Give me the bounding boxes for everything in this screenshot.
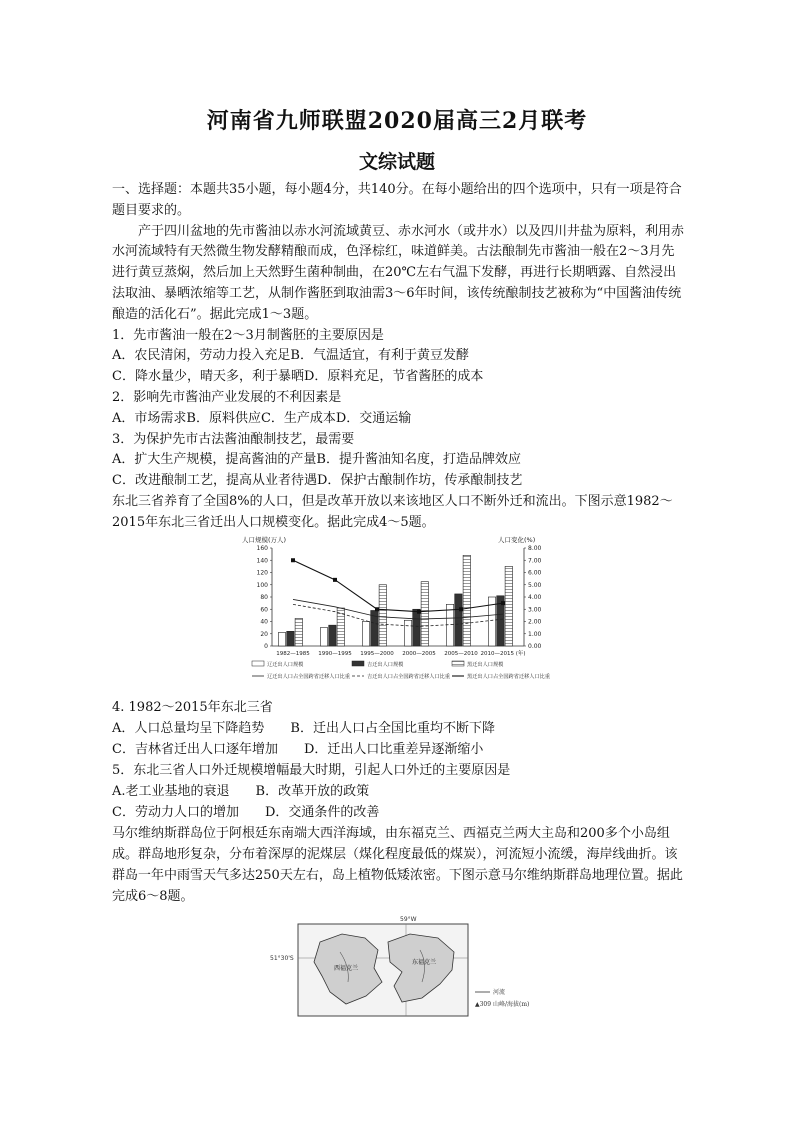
question-3-options-ab: A．扩大生产规模，提高酱油的产量B．提升酱油知名度，打造品牌效应 xyxy=(112,452,521,468)
legend-label: 辽迁出人口规模 xyxy=(267,662,304,668)
x-tick-label: 1982—1985 xyxy=(276,651,310,657)
ylabel-left: 人口规模(万人) xyxy=(242,536,287,544)
legend-swatch xyxy=(252,661,264,666)
passage-1: 产于四川盆地的先市酱油以赤水河流域黄豆、赤水河水（或井水）以及四川井盐为原料，利用赤水河流域特有天然微生物发酵精酿而成，色泽棕红，味道鲜美。古法酿制先市酱油一般在2～3月先进行黄豆蒸焖，然后加上天然野生菌种制曲，在20℃左右气温下发酵，再进行长期晒露、自然浸出法取油、暴晒浓缩等工艺，从制作酱胚到取油需3～6年时间，该传统酿制技艺被称为“中国酱油传统酿造的活化石”。据此完成1～3题。 xyxy=(112,223,685,322)
question-2-options: A．市场需求B．原料供应C．生产成本D．交通运输 xyxy=(112,410,412,426)
map-lat-label: 51°30'S xyxy=(270,955,294,962)
point-heilongjiang-share xyxy=(501,601,505,605)
bar-heilongjiang xyxy=(421,582,428,646)
tick-label-right: 2.00 xyxy=(528,618,542,626)
question-5-options-ab xyxy=(112,781,687,802)
point-heilongjiang-share xyxy=(375,607,379,611)
ylabel-right: 人口变化(%) xyxy=(498,536,536,544)
tick-label-right: 1.00 xyxy=(528,630,542,638)
x-tick-label: 2010—2015 (年) xyxy=(480,651,526,657)
bar-jilin xyxy=(329,625,336,646)
question-4-options-cd xyxy=(112,739,687,760)
legend-river-label: 河流 xyxy=(493,989,506,996)
bar-jilin xyxy=(287,631,294,646)
question-2-stem: 2．影响先市酱油产业发展的不利因素是 xyxy=(112,389,342,405)
point-heilongjiang-share xyxy=(417,610,421,614)
question-5-option-b: B．改革开放的政策 xyxy=(255,784,370,799)
question-1-options-cd: C．降水量少，晴天多，利于暴晒D．原料充足，节省酱胚的成本 xyxy=(112,369,484,385)
tick-label-right: 3.00 xyxy=(528,606,542,614)
point-heilongjiang-share xyxy=(459,607,463,611)
tick-label-left: 100 xyxy=(256,581,268,589)
question-5-options-cd xyxy=(112,802,687,823)
map-east-island-label: 东福克兰 xyxy=(412,959,437,966)
legend-label: 吉迁出人口规模 xyxy=(367,662,404,668)
tick-label-left: 20 xyxy=(260,630,268,638)
bar-heilongjiang xyxy=(295,618,302,646)
x-tick-label: 2000—2005 xyxy=(402,651,436,657)
bar-liaoning xyxy=(362,622,369,647)
bar-liaoning xyxy=(278,633,285,646)
bar-jilin xyxy=(455,594,462,646)
section-2 xyxy=(112,697,687,907)
question-4-options-ab xyxy=(112,718,687,739)
bar-jilin xyxy=(413,609,420,646)
question-1-stem: 1．先市酱油一般在2～3月制酱胚的主要原因是 xyxy=(112,327,384,343)
falkland-map xyxy=(270,912,540,1022)
question-5-stem: 5．东北三省人口外迁规模增幅最大时期，引起人口外迁的主要原因是 xyxy=(112,763,511,778)
question-3-options-cd: C．改进酿制工艺，提高从业者待遇D．保护古酿制作坊，传承酿制技艺 xyxy=(112,473,523,489)
tick-label-left: 60 xyxy=(260,606,268,614)
x-tick-label: 2005—2010 xyxy=(444,651,478,657)
point-heilongjiang-share xyxy=(333,578,337,582)
bar-heilongjiang xyxy=(505,566,512,646)
question-5-option-c: C．劳动力人口的增加 xyxy=(112,805,239,820)
passage-3: 马尔维纳斯群岛位于阿根廷东南端大西洋海域，由东福克兰、西福克兰两大主岛和200多个小岛组成。群岛地形复杂，分布着深厚的泥煤层（煤化程度最低的煤炭），河流短小流缓，海岸线曲折。该群岛一年中雨雪天气多达250天左右，岛上植物低矮浓密。下图示意马尔维纳斯群岛地理位置。据此完成6～8题。 xyxy=(112,826,683,904)
bar-liaoning xyxy=(446,604,453,646)
question-5-option-d: D．交通条件的改善 xyxy=(264,805,380,820)
legend-swatch xyxy=(352,661,364,666)
question-1-options-ab: A．农民清闲，劳动力投入充足B．气温适宜，有利于黄豆发酵 xyxy=(112,348,469,364)
question-4-option-d: D．迁出人口比重差异逐渐缩小 xyxy=(303,742,484,757)
question-5-option-a: A.老工业基地的衰退 xyxy=(112,784,230,799)
question-4-option-a: A．人口总量均呈下降趋势 xyxy=(112,721,265,736)
instructions: 一、选择题：本题共35小题，每小题4分，共140分。在每小题给出的四个选项中，只有一项是符合题目要求的。 xyxy=(112,182,682,218)
tick-label-right: 4.00 xyxy=(528,594,542,601)
tick-label-left: 80 xyxy=(260,594,268,601)
bar-heilongjiang xyxy=(463,555,470,646)
legend-swatch xyxy=(452,661,464,666)
tick-label-left: 0 xyxy=(264,643,268,650)
bar-heilongjiang xyxy=(379,585,386,646)
tick-label-left: 140 xyxy=(256,557,268,565)
legend-label: 黑迁出人口规模 xyxy=(467,662,504,668)
legend-peak-label: ▲309 山峰/海拔(m) xyxy=(475,1001,530,1008)
legend-label: 吉迁出人口占全国跨省迁移人口比重 xyxy=(367,674,451,680)
bar-heilongjiang xyxy=(337,608,344,646)
line-liaoning-share xyxy=(293,599,503,619)
question-4-option-c: C．吉林省迁出人口逐年增加 xyxy=(112,742,278,757)
line-heilongjiang-share xyxy=(293,560,503,611)
question-4-stem: 4. 1982～2015年东北三省 xyxy=(112,700,273,715)
tick-label-right: 0.00 xyxy=(528,643,542,650)
question-4-option-b: B．迁出人口占全国比重均不断下降 xyxy=(290,721,495,736)
x-tick-label: 1990—1995 xyxy=(318,651,352,657)
page-subtitle: 文综试题 xyxy=(358,151,435,173)
migration-chart xyxy=(234,534,564,694)
bar-liaoning xyxy=(404,620,411,646)
map-lon-label: 59°W xyxy=(400,916,417,923)
tick-label-left: 120 xyxy=(256,569,268,577)
tick-label-right: 8.00 xyxy=(528,545,542,552)
legend-label: 黑迁出人口占全国跨省迁移人口比重 xyxy=(467,674,551,680)
bar-liaoning xyxy=(320,628,327,646)
point-heilongjiang-share xyxy=(291,558,295,562)
page-title: 河南省九师联盟2020届高三2月联考 xyxy=(206,108,588,134)
passage-2: 东北三省养育了全国8%的人口，但是改革开放以来该地区人口不断外迁和流出。下图示意1982～2015年东北三省迁出人口规模变化。据此完成4～5题。 xyxy=(112,493,673,530)
exam-body xyxy=(112,180,687,534)
tick-label-right: 7.00 xyxy=(528,557,542,565)
legend-label: 辽迁出人口占全国跨省迁移人口比重 xyxy=(267,674,351,680)
map-west-island-label: 西福克兰 xyxy=(334,965,359,972)
tick-label-left: 40 xyxy=(260,618,268,626)
x-tick-label: 1995—2000 xyxy=(360,651,394,657)
tick-label-left: 160 xyxy=(256,545,268,552)
tick-label-right: 5.00 xyxy=(528,581,542,589)
tick-label-right: 6.00 xyxy=(528,569,542,577)
question-3-stem: 3．为保护先市古法酱油酿制技艺，最需要 xyxy=(112,431,355,447)
